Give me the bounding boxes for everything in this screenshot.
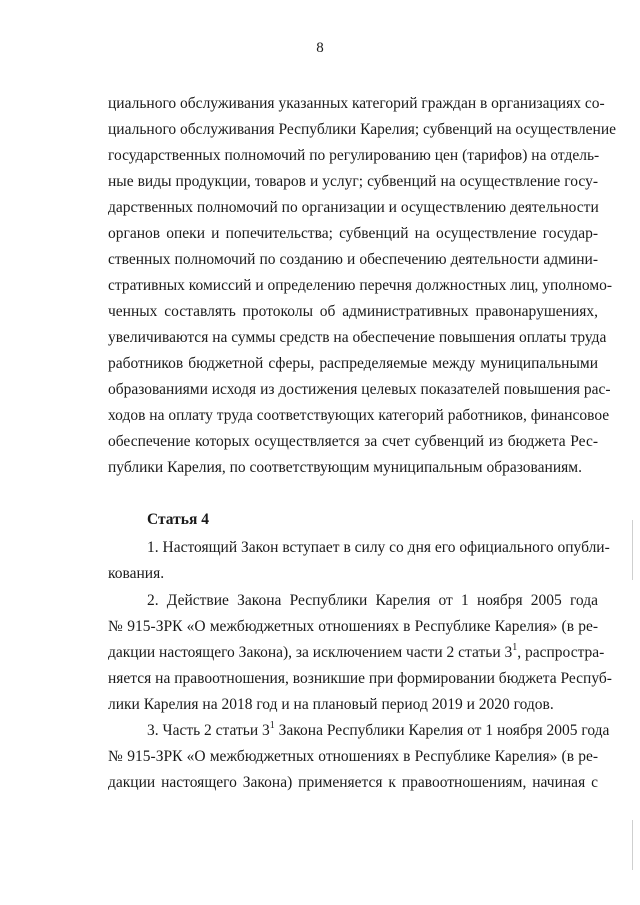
superscript: 1 [269, 720, 275, 731]
scan-artifact [632, 520, 633, 580]
text-line: органов опеки и попечительства; субвенций на осуществление государ- [108, 225, 598, 242]
text-line: 2. Действие Закона Республики Карелия от 1 ноября 2005 года [147, 592, 598, 609]
text-line: ные виды продукции, товаров и услуг; субвенций на осуществление госу- [108, 173, 598, 190]
text-line: 1. Настоящий Закон вступает в силу со дня его официального опубли- [147, 539, 610, 556]
article-heading: Статья 4 [147, 511, 209, 528]
text-line: № 915-ЗРК «О межбюджетных отношениях в Республике Карелия» (в ре- [108, 618, 598, 635]
text-line: работников бюджетной сферы, распределяемые между муниципальными [108, 355, 598, 372]
text-line: № 915-ЗРК «О межбюджетных отношениях в Республике Карелия» (в ре- [108, 748, 598, 765]
text-line: образованиями исходя из достижения целевых показателей повышения рас- [108, 381, 611, 398]
text-line [108, 642, 605, 661]
text-line: обеспечение которых осуществляется за счет субвенций из бюджета Рес- [108, 433, 598, 450]
text-segment: Закона Республики Карелия от 1 ноября 2005 года [274, 722, 610, 739]
text-segment: 3. Часть 2 статьи 3 [147, 722, 270, 739]
text-line: публики Карелия, по соответствующим муниципальным образованиям. [108, 459, 582, 476]
text-segment: , распростра- [517, 644, 605, 661]
text-line: дакции настоящего Закона) применяется к правоотношениям, начиная с [108, 774, 598, 791]
text-line: увеличиваются на суммы средств на обеспечение повышения оплаты труда [108, 329, 607, 346]
text-line: дарственных полномочий по организации и осуществлению деятельности [108, 199, 599, 216]
scan-artifact [632, 820, 633, 870]
superscript: 1 [512, 642, 518, 653]
text-line: ченных составлять протоколы об административных правонарушениях, [108, 303, 598, 320]
text-line: государственных полномочий по регулированию цен (тарифов) на отдель- [108, 147, 600, 164]
page-number: 8 [316, 40, 324, 56]
text-line: лики Карелия на 2018 год и на плановый период 2019 и 2020 годов. [108, 696, 554, 713]
text-segment: дакции настоящего Закона), за исключением части 2 статьи 3 [108, 644, 513, 661]
text-line [147, 720, 610, 739]
text-line: циального обслуживания Республики Карелия; субвенций на осуществление [108, 121, 616, 138]
text-line: ственных полномочий по созданию и обеспечению деятельности админи- [108, 251, 598, 268]
text-line: циального обслуживания указанных категорий граждан в организациях со- [108, 95, 605, 112]
text-line: ходов на оплату труда соответствующих категорий работников, финансовое [108, 407, 610, 424]
text-line: кования. [108, 565, 165, 582]
text-line: няется на правоотношения, возникшие при формировании бюджета Респуб- [108, 670, 612, 687]
text-line: стративных комиссий и определению перечня должностных лиц, уполномо- [108, 277, 613, 294]
